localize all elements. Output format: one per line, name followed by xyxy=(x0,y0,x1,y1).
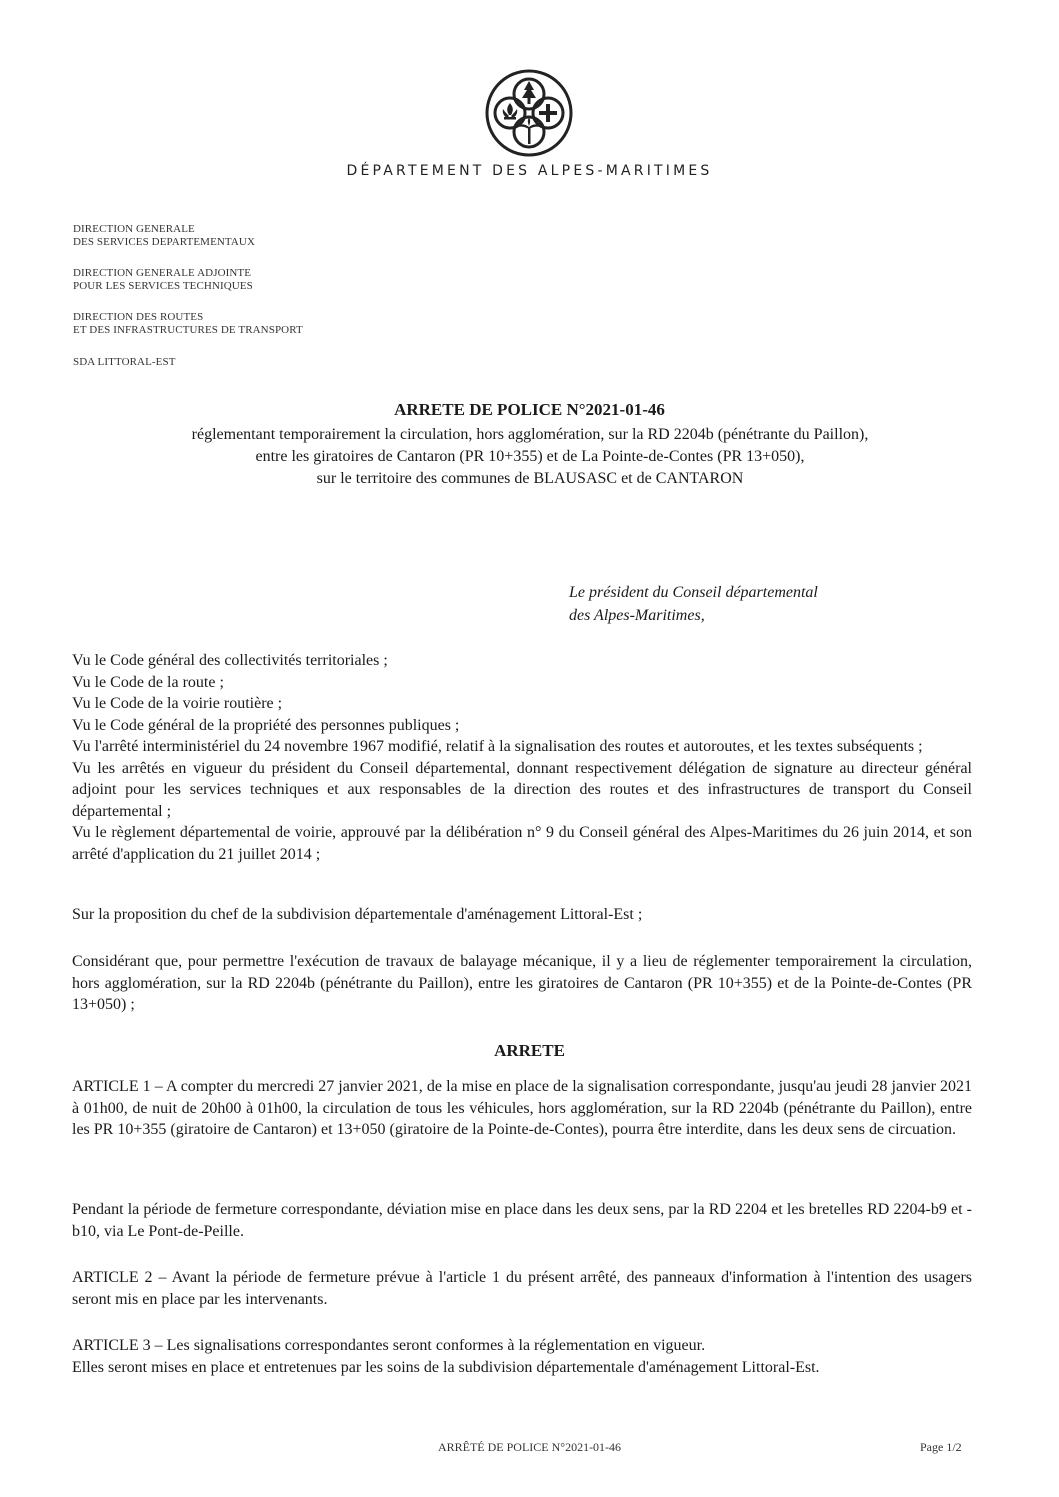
signatory-line: Le président du Conseil départemental xyxy=(569,584,818,601)
direction-line: DIRECTION GENERALE ADJOINTE xyxy=(73,267,252,279)
visas-block xyxy=(72,650,972,865)
direction-line: ET DES INFRASTRUCTURES DE TRANSPORT xyxy=(73,324,303,336)
direction-block-dgast xyxy=(73,267,253,293)
direction-line: SDA LITTORAL-EST xyxy=(73,356,176,368)
footer-title: ARRÊTÉ DE POLICE N°2021-01-46 xyxy=(437,1440,622,1454)
page-number: Page 1/2 xyxy=(920,1440,962,1454)
direction-line: DIRECTION GENERALE xyxy=(73,223,195,235)
visa-item: Vu le Code général des collectivités territoriales ; xyxy=(72,652,388,669)
direction-block-dgs xyxy=(73,223,255,249)
article-2 xyxy=(72,1267,972,1310)
proposition-text: Sur la proposition du chef de la subdivision départementale d'aménagement Littoral-Est ; xyxy=(72,906,643,923)
considerant-text: Considérant que, pour permettre l'exécution de travaux de balayage mécanique, il y a lieu de réglementer temporairement la circulation, hors agglomération, sur la RD 2204b (pénétrante du Paillon), entre les giratoires de Cantaron (PR 10+355) et de la Pointe-de-Contes (PR 13+050) ; xyxy=(72,953,972,1013)
article-3 xyxy=(72,1335,972,1378)
signatory-line: des Alpes-Maritimes, xyxy=(569,607,705,624)
visa-item: Vu le Code de la route ; xyxy=(72,673,224,691)
signatory-block xyxy=(569,581,818,627)
article-1-text: ARTICLE 1 – A compter du mercredi 27 janvier 2021, de la mise en place de la signalisation correspondante, jusqu'au jeudi 28 janvier 2021 à 01h00, de nuit de 20h00 à 01h00, la circulation de tous les véhicules, hors agglomération, sur la RD 2204b (pénétrante du Paillon), entre les PR 10+355 (giratoire de Cantaron) et 13+050 (giratoire de la Pointe-de-Contes), pourra être interdite, dans les deux sens de circuation. xyxy=(72,1078,972,1138)
department-name: DÉPARTEMENT DES ALPES-MARITIMES xyxy=(346,163,713,179)
article-1-deviation xyxy=(72,1199,972,1242)
proposition-paragraph xyxy=(72,904,972,926)
arrete-section-title: ARRETE xyxy=(494,1041,565,1060)
arrete-title: ARRETE DE POLICE N°2021-01-46 xyxy=(394,400,665,419)
subtitle-line: entre les giratoires de Cantaron (PR 10+355) et de La Pointe-de-Contes (PR 13+050), xyxy=(255,448,805,465)
department-crest-logo xyxy=(484,68,574,158)
visa-item: Vu le Code de la voirie routière ; xyxy=(72,695,283,712)
article-2-text: ARTICLE 2 – Avant la période de fermeture prévue à l'article 1 du présent arrêté, des panneaux d'information à l'intention des usagers seront mis en place par les intervenants. xyxy=(72,1269,972,1308)
visa-item: Vu les arrêtés en vigueur du président du Conseil départemental, donnant respectivement délégation de signature au directeur général adjoint pour les services techniques et aux responsables de la direction des routes et des infrastructures de transport du Conseil départemental ; xyxy=(72,759,972,820)
deviation-text: Pendant la période de fermeture correspondante, déviation mise en place dans les deux sens, par la RD 2204 et les bretelles RD 2204-b9 et -b10, via Le Pont-de-Peille. xyxy=(72,1201,972,1240)
visa-item: Vu le Code général de la propriété des personnes publiques ; xyxy=(72,716,460,734)
direction-line: POUR LES SERVICES TECHNIQUES xyxy=(73,280,253,292)
subtitle-line: réglementant temporairement la circulation, hors agglomération, sur la RD 2204b (pénétrante du Paillon), xyxy=(191,426,869,443)
considerant-paragraph xyxy=(72,951,972,1016)
article-3-continuation: Elles seront mises en place et entretenues par les soins de la subdivision départementale d'aménagement Littoral-Est. xyxy=(72,1358,820,1376)
direction-block-sda xyxy=(73,356,176,369)
direction-line: DIRECTION DES ROUTES xyxy=(73,311,204,323)
visa-item: Vu l'arrêté interministériel du 24 novembre 1967 modifié, relatif à la signalisation des routes et autoroutes, et les textes subséquents ; xyxy=(72,738,923,755)
subtitle-line: sur le territoire des communes de BLAUSASC et de CANTARON xyxy=(316,470,744,487)
article-1 xyxy=(72,1076,972,1141)
direction-line: DES SERVICES DEPARTEMENTAUX xyxy=(73,236,255,248)
visa-item: Vu le règlement départemental de voirie, approuvé par la délibération n° 9 du Conseil général des Alpes-Maritimes du 26 juin 2014, et son arrêté d'application du 21 juillet 2014 ; xyxy=(72,824,972,863)
direction-block-drit xyxy=(73,311,303,337)
arrete-subtitle xyxy=(60,424,1000,490)
article-3-text: ARTICLE 3 – Les signalisations correspondantes seront conformes à la réglementation en vigueur. xyxy=(72,1337,706,1354)
